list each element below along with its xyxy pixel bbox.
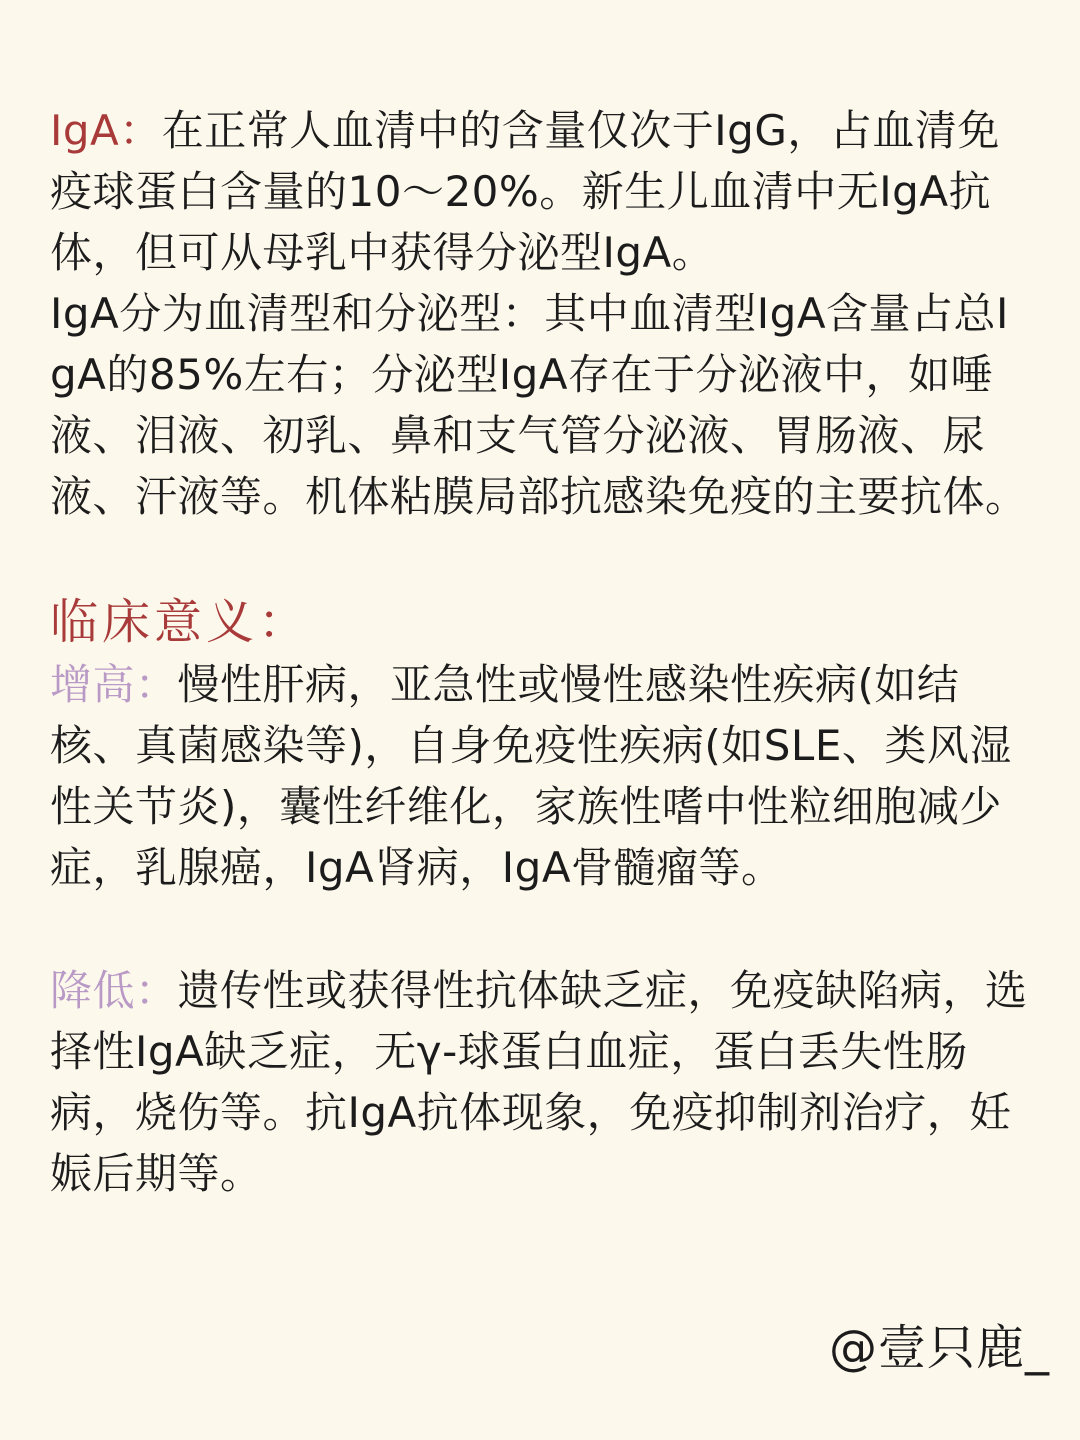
clinical-heading: 临床意义： (50, 594, 311, 650)
decrease-paragraph (50, 960, 1035, 1204)
increase-label: 增高： (50, 660, 178, 709)
author-signature: @壹只鹿_ (828, 1320, 1050, 1376)
iga-text: 在正常人血清中的含量仅次于IgG，占血清免疫球蛋白含量的10～20%。新生儿血清中无IgA抗体，但可从母乳中获得分泌型IgA。 (50, 106, 1000, 277)
iga-paragraph (50, 100, 1035, 283)
iga-label: IgA： (50, 106, 162, 155)
spacer (50, 527, 1035, 590)
increase-paragraph (50, 654, 1035, 898)
note-content (50, 100, 1035, 1204)
increase-text: 慢性肝病，亚急性或慢性感染性疾病(如结核、真菌感染等)，自身免疫性疾病(如SLE、类风湿性关节炎)，囊性纤维化，家族性嗜中性粒细胞减少症，乳腺癌，IgA肾病，IgA骨髓瘤等。 (50, 660, 1012, 892)
decrease-text: 遗传性或获得性抗体缺乏症，免疫缺陷病，选择性IgA缺乏症，无γ-球蛋白血症，蛋白丢失性肠病，烧伤等。抗IgA抗体现象，免疫抑制剂治疗，妊娠后期等。 (50, 966, 1028, 1198)
iga-types-paragraph: IgA分为血清型和分泌型：其中血清型IgA含量占总IgA的85%左右；分泌型IgA存在于分泌液中，如唾液、泪液、初乳、鼻和支气管分泌液、胃肠液、尿液、汗液等。机体粘膜局部抗感染免疫的主要抗体。 (50, 289, 1028, 521)
spacer (50, 898, 1035, 960)
decrease-label: 降低： (50, 966, 178, 1015)
